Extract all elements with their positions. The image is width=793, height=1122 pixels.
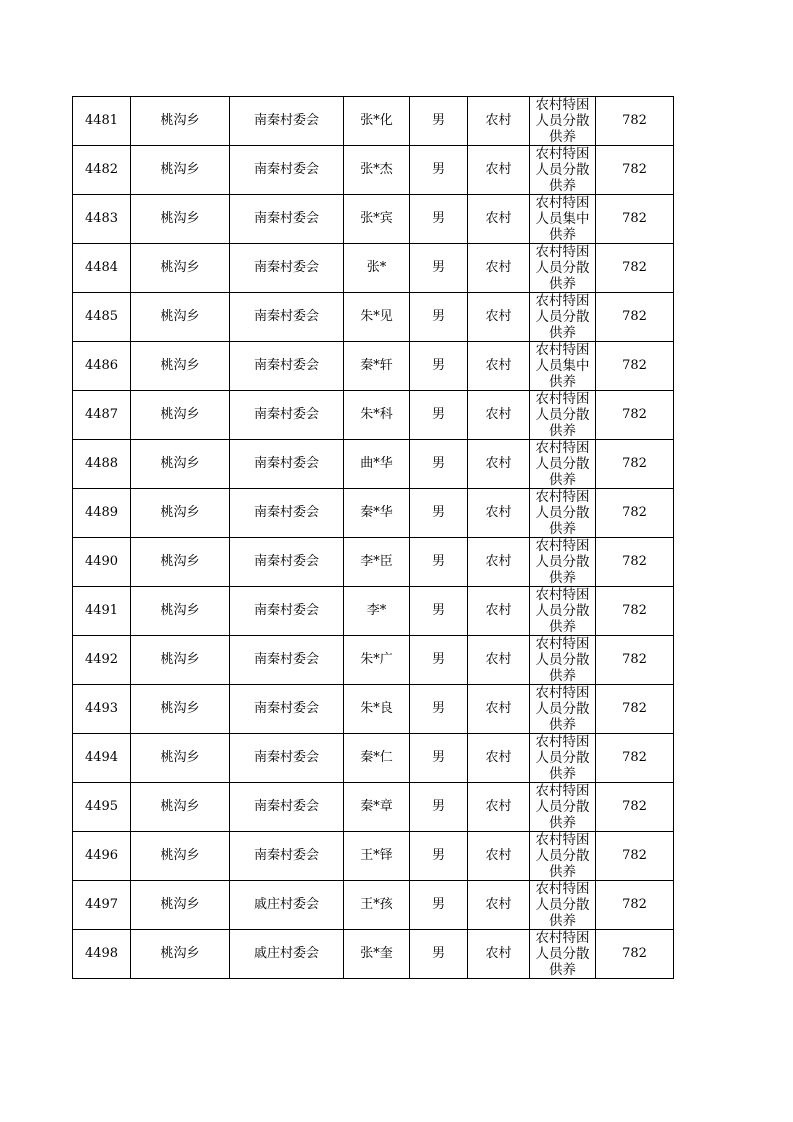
- cell-township: 桃沟乡: [131, 881, 230, 930]
- cell-area-type: 农村: [468, 244, 530, 293]
- cell-serial-number: 4497: [73, 881, 131, 930]
- cell-area-type: 农村: [468, 587, 530, 636]
- cell-support-category: [530, 930, 596, 979]
- cell-township: 桃沟乡: [131, 391, 230, 440]
- cell-area-type: 农村: [468, 930, 530, 979]
- cell-township: 桃沟乡: [131, 97, 230, 146]
- cell-amount: 782: [596, 832, 674, 881]
- cell-village-committee: 南秦村委会: [230, 636, 344, 685]
- table-row: [73, 587, 674, 636]
- support-category-text: 农村特困人员分散供养: [535, 685, 590, 733]
- cell-person-name: 张*宾: [344, 195, 410, 244]
- cell-support-category: [530, 146, 596, 195]
- cell-amount: 782: [596, 293, 674, 342]
- support-category-text: 农村特困人员分散供养: [535, 881, 590, 929]
- cell-serial-number: 4486: [73, 342, 131, 391]
- cell-support-category: [530, 342, 596, 391]
- cell-gender: 男: [410, 391, 468, 440]
- cell-township: 桃沟乡: [131, 489, 230, 538]
- cell-village-committee: 戚庄村委会: [230, 881, 344, 930]
- cell-serial-number: 4491: [73, 587, 131, 636]
- cell-serial-number: 4482: [73, 146, 131, 195]
- support-category-text: 农村特困人员分散供养: [535, 489, 590, 537]
- cell-area-type: 农村: [468, 440, 530, 489]
- cell-serial-number: 4488: [73, 440, 131, 489]
- cell-township: 桃沟乡: [131, 293, 230, 342]
- cell-serial-number: 4496: [73, 832, 131, 881]
- cell-gender: 男: [410, 489, 468, 538]
- cell-area-type: 农村: [468, 538, 530, 587]
- table-row: [73, 146, 674, 195]
- table-row: [73, 538, 674, 587]
- cell-village-committee: 南秦村委会: [230, 538, 344, 587]
- cell-village-committee: 南秦村委会: [230, 783, 344, 832]
- support-category-text: 农村特困人员分散供养: [535, 587, 590, 635]
- cell-gender: 男: [410, 244, 468, 293]
- table-row: [73, 685, 674, 734]
- cell-gender: 男: [410, 538, 468, 587]
- cell-township: 桃沟乡: [131, 930, 230, 979]
- cell-support-category: [530, 734, 596, 783]
- cell-amount: 782: [596, 342, 674, 391]
- cell-serial-number: 4492: [73, 636, 131, 685]
- cell-township: 桃沟乡: [131, 587, 230, 636]
- table-row: [73, 734, 674, 783]
- cell-village-committee: 南秦村委会: [230, 342, 344, 391]
- cell-person-name: 张*: [344, 244, 410, 293]
- support-category-text: 农村特困人员分散供养: [535, 734, 590, 782]
- table-row: [73, 342, 674, 391]
- cell-person-name: 秦*华: [344, 489, 410, 538]
- cell-area-type: 农村: [468, 832, 530, 881]
- cell-village-committee: 南秦村委会: [230, 832, 344, 881]
- cell-person-name: 朱*见: [344, 293, 410, 342]
- cell-township: 桃沟乡: [131, 195, 230, 244]
- cell-support-category: [530, 440, 596, 489]
- support-category-text: 农村特困人员分散供养: [535, 244, 590, 292]
- cell-amount: 782: [596, 195, 674, 244]
- table-row: [73, 636, 674, 685]
- cell-gender: 男: [410, 685, 468, 734]
- table-body: [73, 97, 674, 979]
- cell-township: 桃沟乡: [131, 342, 230, 391]
- cell-area-type: 农村: [468, 489, 530, 538]
- cell-serial-number: 4481: [73, 97, 131, 146]
- cell-township: 桃沟乡: [131, 832, 230, 881]
- cell-person-name: 王*孩: [344, 881, 410, 930]
- cell-area-type: 农村: [468, 97, 530, 146]
- cell-serial-number: 4487: [73, 391, 131, 440]
- cell-gender: 男: [410, 734, 468, 783]
- cell-person-name: 朱*广: [344, 636, 410, 685]
- support-category-text: 农村特困人员集中供养: [535, 342, 590, 390]
- cell-township: 桃沟乡: [131, 440, 230, 489]
- support-category-text: 农村特困人员分散供养: [535, 440, 590, 488]
- cell-village-committee: 南秦村委会: [230, 391, 344, 440]
- cell-village-committee: 戚庄村委会: [230, 930, 344, 979]
- cell-support-category: [530, 391, 596, 440]
- cell-amount: 782: [596, 587, 674, 636]
- cell-support-category: [530, 244, 596, 293]
- cell-township: 桃沟乡: [131, 636, 230, 685]
- cell-gender: 男: [410, 587, 468, 636]
- cell-village-committee: 南秦村委会: [230, 685, 344, 734]
- support-category-text: 农村特困人员分散供养: [535, 930, 590, 978]
- cell-amount: 782: [596, 685, 674, 734]
- cell-area-type: 农村: [468, 881, 530, 930]
- support-category-text: 农村特困人员分散供养: [535, 97, 590, 145]
- support-category-text: 农村特困人员分散供养: [535, 146, 590, 194]
- table-row: [73, 489, 674, 538]
- cell-support-category: [530, 195, 596, 244]
- cell-serial-number: 4490: [73, 538, 131, 587]
- cell-amount: 782: [596, 783, 674, 832]
- cell-person-name: 张*杰: [344, 146, 410, 195]
- cell-person-name: 朱*科: [344, 391, 410, 440]
- cell-gender: 男: [410, 832, 468, 881]
- cell-amount: 782: [596, 97, 674, 146]
- cell-support-category: [530, 636, 596, 685]
- cell-serial-number: 4485: [73, 293, 131, 342]
- cell-gender: 男: [410, 342, 468, 391]
- support-category-text: 农村特困人员分散供养: [535, 538, 590, 586]
- cell-gender: 男: [410, 97, 468, 146]
- table-row: [73, 244, 674, 293]
- cell-township: 桃沟乡: [131, 685, 230, 734]
- cell-amount: 782: [596, 538, 674, 587]
- cell-support-category: [530, 783, 596, 832]
- cell-person-name: 王*铎: [344, 832, 410, 881]
- beneficiary-table: [72, 96, 674, 979]
- cell-support-category: [530, 489, 596, 538]
- cell-serial-number: 4498: [73, 930, 131, 979]
- cell-amount: 782: [596, 440, 674, 489]
- cell-serial-number: 4495: [73, 783, 131, 832]
- cell-township: 桃沟乡: [131, 783, 230, 832]
- cell-village-committee: 南秦村委会: [230, 195, 344, 244]
- cell-area-type: 农村: [468, 636, 530, 685]
- cell-serial-number: 4489: [73, 489, 131, 538]
- cell-person-name: 李*臣: [344, 538, 410, 587]
- cell-area-type: 农村: [468, 342, 530, 391]
- support-category-text: 农村特困人员分散供养: [535, 832, 590, 880]
- table-row: [73, 881, 674, 930]
- cell-village-committee: 南秦村委会: [230, 734, 344, 783]
- cell-gender: 男: [410, 881, 468, 930]
- cell-area-type: 农村: [468, 195, 530, 244]
- table-row: [73, 832, 674, 881]
- cell-township: 桃沟乡: [131, 244, 230, 293]
- cell-gender: 男: [410, 636, 468, 685]
- cell-village-committee: 南秦村委会: [230, 489, 344, 538]
- support-category-text: 农村特困人员分散供养: [535, 636, 590, 684]
- cell-serial-number: 4493: [73, 685, 131, 734]
- cell-amount: 782: [596, 391, 674, 440]
- cell-person-name: 朱*良: [344, 685, 410, 734]
- cell-support-category: [530, 97, 596, 146]
- cell-area-type: 农村: [468, 783, 530, 832]
- table-row: [73, 391, 674, 440]
- cell-serial-number: 4484: [73, 244, 131, 293]
- cell-person-name: 曲*华: [344, 440, 410, 489]
- cell-person-name: 张*奎: [344, 930, 410, 979]
- cell-serial-number: 4494: [73, 734, 131, 783]
- cell-village-committee: 南秦村委会: [230, 244, 344, 293]
- table-row: [73, 97, 674, 146]
- support-category-text: 农村特困人员集中供养: [535, 195, 590, 243]
- cell-village-committee: 南秦村委会: [230, 97, 344, 146]
- table-row: [73, 293, 674, 342]
- cell-gender: 男: [410, 195, 468, 244]
- cell-amount: 782: [596, 881, 674, 930]
- cell-person-name: 秦*章: [344, 783, 410, 832]
- cell-gender: 男: [410, 930, 468, 979]
- cell-support-category: [530, 832, 596, 881]
- cell-area-type: 农村: [468, 734, 530, 783]
- cell-gender: 男: [410, 293, 468, 342]
- cell-area-type: 农村: [468, 391, 530, 440]
- table-row: [73, 440, 674, 489]
- cell-gender: 男: [410, 440, 468, 489]
- cell-person-name: 秦*轩: [344, 342, 410, 391]
- support-category-text: 农村特困人员分散供养: [535, 293, 590, 341]
- cell-area-type: 农村: [468, 293, 530, 342]
- cell-amount: 782: [596, 636, 674, 685]
- cell-support-category: [530, 685, 596, 734]
- cell-gender: 男: [410, 783, 468, 832]
- cell-amount: 782: [596, 930, 674, 979]
- support-category-text: 农村特困人员分散供养: [535, 783, 590, 831]
- cell-person-name: 李*: [344, 587, 410, 636]
- cell-amount: 782: [596, 244, 674, 293]
- table-row: [73, 783, 674, 832]
- cell-support-category: [530, 293, 596, 342]
- cell-person-name: 张*化: [344, 97, 410, 146]
- table-row: [73, 930, 674, 979]
- cell-area-type: 农村: [468, 685, 530, 734]
- cell-serial-number: 4483: [73, 195, 131, 244]
- cell-township: 桃沟乡: [131, 734, 230, 783]
- cell-village-committee: 南秦村委会: [230, 293, 344, 342]
- cell-village-committee: 南秦村委会: [230, 587, 344, 636]
- cell-township: 桃沟乡: [131, 146, 230, 195]
- cell-support-category: [530, 538, 596, 587]
- table-row: [73, 195, 674, 244]
- cell-support-category: [530, 881, 596, 930]
- support-category-text: 农村特困人员分散供养: [535, 391, 590, 439]
- cell-area-type: 农村: [468, 146, 530, 195]
- cell-amount: 782: [596, 489, 674, 538]
- cell-gender: 男: [410, 146, 468, 195]
- cell-support-category: [530, 587, 596, 636]
- cell-amount: 782: [596, 734, 674, 783]
- cell-township: 桃沟乡: [131, 538, 230, 587]
- cell-village-committee: 南秦村委会: [230, 146, 344, 195]
- cell-amount: 782: [596, 146, 674, 195]
- cell-village-committee: 南秦村委会: [230, 440, 344, 489]
- cell-person-name: 秦*仁: [344, 734, 410, 783]
